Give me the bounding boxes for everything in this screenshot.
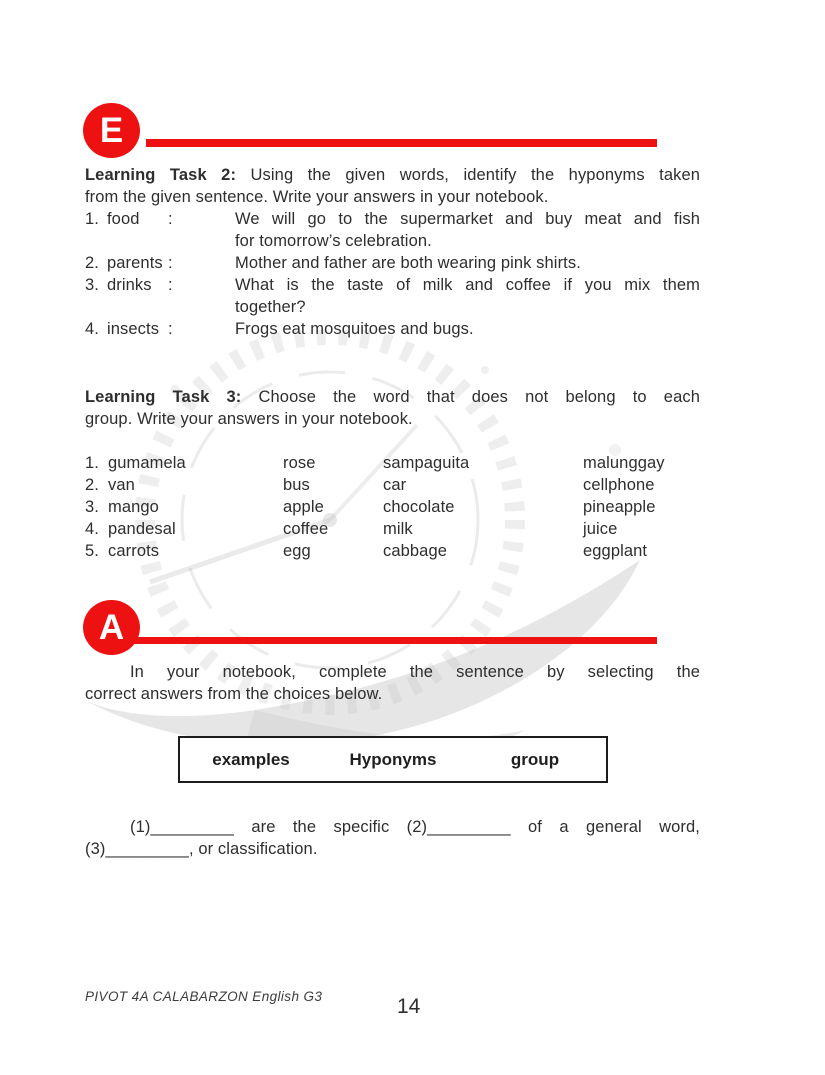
task3-title: Learning Task 3: [85,388,242,406]
choice-word: Hyponyms [349,749,437,769]
word-cell: mango [108,498,159,516]
section-a-badge-letter: A [98,607,125,647]
word-cell: car [383,476,407,494]
task2-item-4 [85,318,700,340]
item-word: food [107,210,140,228]
row-number: 3. [85,498,99,516]
item-number: 4. [85,320,99,338]
word-cell: cabbage [383,542,448,560]
word-cell: juice [583,520,618,538]
section-e-badge [83,103,140,158]
choice-word: examples [212,749,290,769]
word-cell: egg [283,542,311,560]
row-number: 4. [85,520,99,538]
learning-task-3 [85,386,700,562]
section-a-badge [83,600,140,655]
item-word: parents [107,254,163,272]
section-a-intro [85,661,700,705]
word-cell: van [108,476,135,494]
task3-row-3 [85,496,700,518]
task2-item-3 [85,274,700,318]
section-e-badge-letter: E [99,110,124,150]
task2-item-2 [85,252,700,274]
item-sentence: What is the taste of milk and coffee if you mix them together? [235,276,700,316]
page-number: 14 [397,995,421,1018]
word-cell: pandesal [108,520,176,538]
word-cell: gumamela [108,454,186,472]
task2-instructions-line2: from the given sentence. Write your answers in your notebook. [85,188,549,206]
word-choices-box [178,736,608,783]
word-cell: coffee [283,520,329,538]
item-sentence: We will go to the supermarket and buy meat and fish for tomorrow’s celebration. [235,210,700,250]
row-number: 1. [85,454,99,472]
word-cell: pineapple [583,498,656,516]
task3-row-4 [85,518,700,540]
word-cell: eggplant [583,542,648,560]
task2-item-1 [85,208,700,252]
word-cell: rose [283,454,316,472]
item-colon: : [168,254,173,272]
task2-instructions-line1: Learning Task 2: Using the given words, identify the hyponyms taken [85,166,701,184]
section-a-rule [131,637,657,644]
section-e-rule [146,139,657,147]
task3-instructions-line1: Learning Task 3: Choose the word that does not belong to each [85,388,700,406]
item-colon: : [168,276,173,294]
row-number: 2. [85,476,99,494]
item-word: insects [107,320,160,338]
item-sentence: Frogs eat mosquitoes and bugs. [235,320,474,338]
word-cell: sampaguita [383,454,470,472]
word-cell: carrots [108,542,160,560]
item-colon: : [168,210,173,228]
item-number: 2. [85,254,99,272]
intro-line1: In your notebook, complete the sentence by selecting the [130,663,700,681]
task3-row-1 [85,452,700,474]
learning-task-2 [85,164,700,340]
item-sentence: Mother and father are both wearing pink shirts. [235,254,581,272]
footer-text: PIVOT 4A CALABARZON English G3 [85,989,323,1004]
word-cell: apple [283,498,324,516]
item-number: 3. [85,276,99,294]
fill-line2: (3)_________, or classification. [85,840,318,858]
word-cell: milk [383,520,413,538]
choice-word: group [510,749,560,769]
intro-line2: correct answers from the choices below. [85,685,383,703]
task3-row-2 [85,474,700,496]
task3-instructions-line2: group. Write your answers in your notebook. [85,410,413,428]
task3-row-5 [85,540,700,562]
fill-line1: (1)_________ are the specific (2)_________ of a general word, [130,818,700,836]
item-number: 1. [85,210,99,228]
item-word: drinks [107,276,152,294]
word-cell: malunggay [583,454,665,472]
task3-word-grid [85,452,700,562]
row-number: 5. [85,542,99,560]
item-colon: : [168,320,173,338]
task2-title: Learning Task 2: [85,166,237,184]
word-cell: bus [283,476,310,494]
fill-in-sentence [85,816,700,860]
word-cell: cellphone [583,476,655,494]
word-cell: chocolate [383,498,455,516]
